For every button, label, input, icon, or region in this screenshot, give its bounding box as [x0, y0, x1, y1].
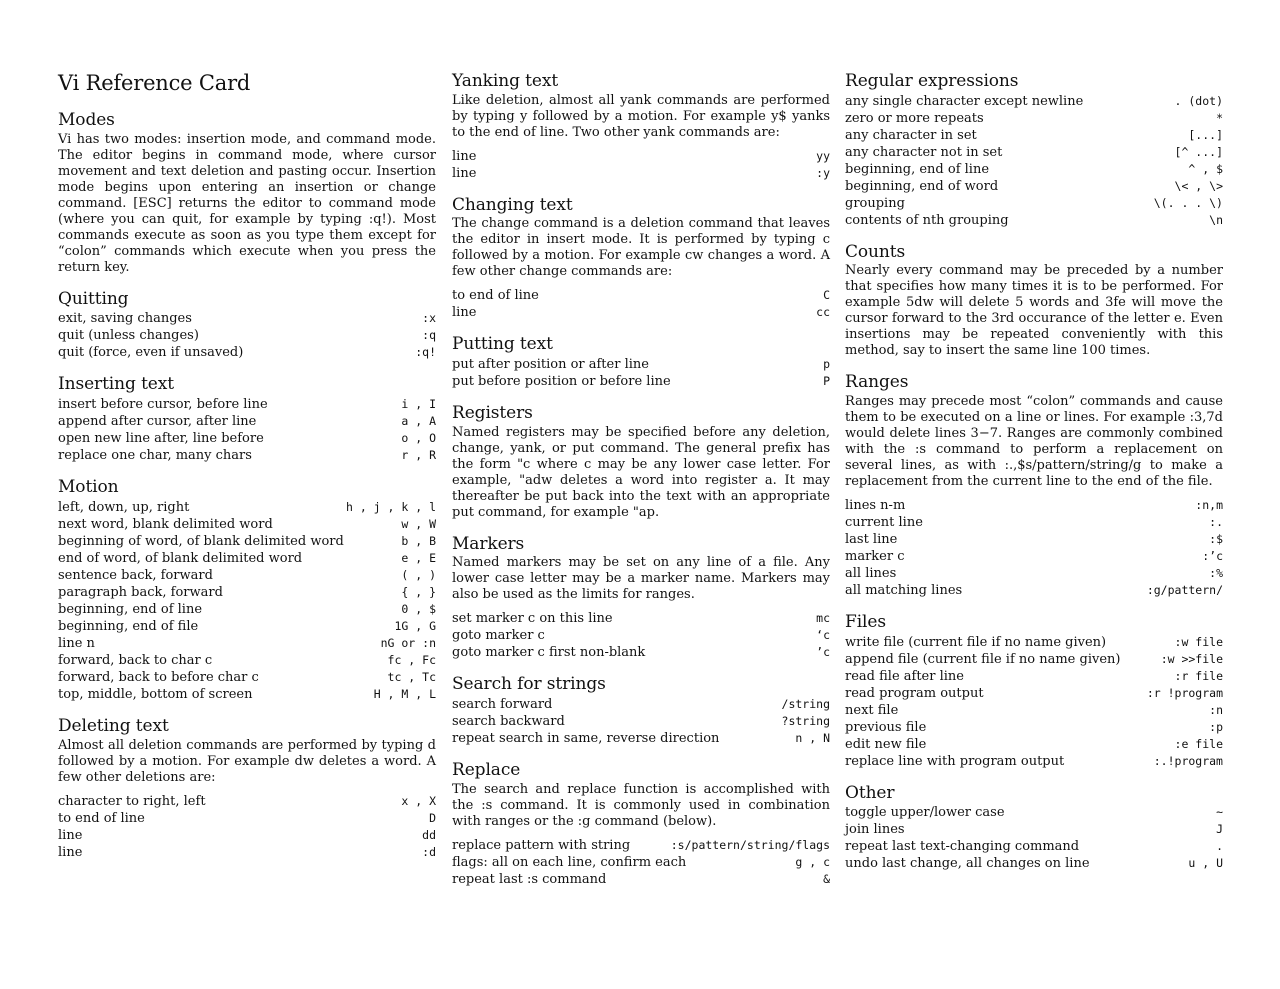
command-row: [58, 327, 436, 344]
command-description: left, down, up, right: [58, 499, 190, 515]
section-title: Ranges: [845, 372, 909, 393]
command-key: :g/pattern/: [1146, 583, 1223, 598]
command-list: [58, 499, 436, 703]
command-description: replace line with program output: [845, 753, 1065, 769]
section-inserting-text: [58, 375, 436, 464]
command-list: [845, 804, 1223, 872]
command-row: [845, 531, 1223, 548]
section-paragraph: Like deletion, almost all yank commands are performed by typing y followed by a motion. For example y$ yanks to the end of line. Two other yank commands are:: [452, 92, 830, 140]
command-row: [845, 651, 1223, 668]
command-list: [845, 497, 1223, 599]
command-row: [452, 713, 830, 730]
command-key: :q: [422, 328, 436, 343]
command-description: any single character except newline: [845, 93, 1084, 109]
command-row: [845, 855, 1223, 872]
command-description: line: [452, 305, 477, 321]
command-list: [452, 287, 830, 321]
command-key: p: [823, 357, 830, 372]
section-title: Replace: [452, 760, 521, 781]
command-row: [845, 668, 1223, 685]
command-list: [452, 610, 830, 661]
command-description: append file (current file if no name given): [845, 651, 1121, 667]
command-key: { , }: [401, 584, 436, 599]
command-description: read file after line: [845, 668, 964, 684]
command-row: [845, 548, 1223, 565]
command-key: C: [823, 288, 830, 303]
command-row: [58, 686, 436, 703]
section-title: Modes: [58, 110, 115, 131]
command-description: join lines: [845, 822, 905, 838]
command-description: repeat last text-changing command: [845, 839, 1080, 855]
command-description: flags: all on each line, confirm each: [452, 854, 687, 870]
section-paragraph: Nearly every command may be preceded by a number that specifies how many times it is to be performed. For example 5dw will delete 5 words and 3fe will move the cursor forward to the 3rd occurance of the letter e. Even insertions may be repeated conveniently with this method, say to insert the same line 100 times.: [845, 263, 1223, 359]
column-1: [58, 72, 436, 875]
command-key: :w >>file: [1160, 651, 1223, 666]
command-description: lines n-m: [845, 498, 906, 514]
section-putting-text: [452, 335, 830, 390]
command-description: any character not in set: [845, 144, 1003, 160]
command-row: [452, 148, 830, 165]
command-row: [58, 550, 436, 567]
command-row: [452, 373, 830, 390]
command-description: append after cursor, after line: [58, 414, 257, 430]
command-description: contents of nth grouping: [845, 212, 1009, 228]
command-row: [452, 356, 830, 373]
command-description: line: [58, 827, 83, 843]
command-description: paragraph back, forward: [58, 584, 223, 600]
command-row: [58, 516, 436, 533]
command-key: . (dot): [1174, 93, 1223, 108]
section-title: Changing text: [452, 194, 573, 215]
command-description: repeat last :s command: [452, 871, 607, 887]
section-registers: [452, 404, 830, 521]
command-key: :n,m: [1195, 498, 1223, 513]
command-key: *: [1216, 110, 1223, 125]
command-description: to end of line: [452, 288, 539, 304]
command-description: grouping: [845, 195, 905, 211]
column-2: [452, 72, 830, 902]
command-key: D: [429, 810, 436, 825]
command-key: :w file: [1174, 634, 1223, 649]
command-description: line n: [58, 635, 95, 651]
command-key: 1G , G: [394, 618, 436, 633]
command-row: [845, 582, 1223, 599]
command-row: [845, 804, 1223, 821]
command-row: [452, 854, 830, 871]
command-description: put after position or after line: [452, 357, 649, 373]
command-key: :%: [1209, 566, 1223, 581]
command-description: current line: [845, 515, 923, 531]
command-description: forward, back to before char c: [58, 669, 259, 685]
section-title: Registers: [452, 403, 533, 424]
command-description: replace pattern with string: [452, 837, 631, 853]
command-row: [58, 344, 436, 361]
section-yanking-text: [452, 72, 830, 182]
command-key: e , E: [401, 550, 436, 565]
command-row: [845, 144, 1223, 161]
command-key: ~: [1216, 805, 1223, 820]
command-key: ‘c: [816, 628, 830, 643]
command-row: [58, 793, 436, 810]
section-ranges: [845, 373, 1223, 599]
command-row: [58, 669, 436, 686]
command-description: goto marker c first non-blank: [452, 645, 646, 661]
command-row: [845, 736, 1223, 753]
command-key: ?string: [781, 714, 830, 729]
command-description: insert before cursor, before line: [58, 397, 268, 413]
section-title: Quitting: [58, 288, 129, 309]
section-motion: [58, 478, 436, 703]
command-key: :x: [422, 311, 436, 326]
command-list: [452, 148, 830, 182]
command-description: next word, blank delimited word: [58, 516, 273, 532]
command-row: [58, 533, 436, 550]
command-row: [845, 497, 1223, 514]
command-description: read program output: [845, 685, 984, 701]
command-row: [845, 702, 1223, 719]
section-other: [845, 784, 1223, 873]
section-title: Search for strings: [452, 674, 606, 695]
section-title: Yanking text: [452, 71, 559, 91]
command-key: /string: [781, 697, 830, 712]
command-row: [845, 93, 1223, 110]
command-key: :r file: [1174, 668, 1223, 683]
command-row: [452, 837, 830, 854]
section-changing-text: [452, 196, 830, 322]
command-key: fc , Fc: [387, 652, 436, 667]
section-title: Putting text: [452, 334, 553, 355]
section-search-for-strings: [452, 675, 830, 747]
command-description: zero or more repeats: [845, 110, 984, 126]
command-description: toggle upper/lower case: [845, 805, 1005, 821]
section-deleting-text: [58, 717, 436, 861]
section-title: Files: [845, 612, 886, 633]
section-paragraph: Almost all deletion commands are performed by typing d followed by a motion. For example dw deletes a word. A few other deletions are:: [58, 737, 436, 785]
command-key: [...]: [1188, 127, 1223, 142]
command-description: quit (unless changes): [58, 328, 199, 344]
command-key: h , j , k , l: [345, 499, 436, 514]
command-row: [58, 413, 436, 430]
command-description: beginning, end of line: [58, 601, 203, 617]
command-key: ’c: [816, 645, 830, 660]
command-row: [845, 685, 1223, 702]
command-key: cc: [816, 305, 830, 320]
section-title: Inserting text: [58, 374, 174, 395]
command-key: :n: [1209, 702, 1223, 717]
section-title: Deleting text: [58, 715, 169, 736]
command-key: :$: [1209, 532, 1223, 547]
command-key: a , A: [401, 414, 436, 429]
command-row: [58, 584, 436, 601]
command-row: [58, 430, 436, 447]
command-row: [845, 565, 1223, 582]
command-key: [^ ...]: [1174, 144, 1223, 159]
command-row: [845, 514, 1223, 531]
command-description: quit (force, even if unsaved): [58, 345, 244, 361]
command-key: yy: [816, 148, 830, 163]
command-row: [845, 838, 1223, 855]
command-row: [58, 810, 436, 827]
command-description: search backward: [452, 714, 565, 730]
section-title: Markers: [452, 533, 525, 554]
command-description: last line: [845, 532, 898, 548]
command-key: g , c: [795, 854, 830, 869]
command-row: [845, 634, 1223, 651]
command-row: [452, 696, 830, 713]
command-key: ^ , $: [1188, 161, 1223, 176]
command-key: J: [1216, 822, 1223, 837]
command-key: ( , ): [401, 567, 436, 582]
command-list: [452, 696, 830, 747]
command-key: w , W: [401, 516, 436, 531]
command-description: open new line after, line before: [58, 431, 264, 447]
section-regular-expressions: [845, 72, 1223, 229]
command-key: :q!: [415, 345, 436, 360]
command-row: [58, 447, 436, 464]
command-row: [58, 396, 436, 413]
command-list: [845, 634, 1223, 770]
command-list: [58, 310, 436, 361]
command-row: [845, 178, 1223, 195]
command-row: [58, 499, 436, 516]
command-key: n , N: [795, 731, 830, 746]
command-description: beginning, end of line: [845, 161, 990, 177]
command-key: :.: [1209, 515, 1223, 530]
command-list: [845, 93, 1223, 229]
command-description: top, middle, bottom of screen: [58, 686, 253, 702]
section-paragraph: The change command is a deletion command that leaves the editor in insert mode. It is performed by typing c followed by a motion. For example cw changes a word. A few other change commands are:: [452, 216, 830, 280]
command-row: [845, 821, 1223, 838]
command-row: [845, 127, 1223, 144]
command-description: beginning, end of file: [58, 618, 199, 634]
command-row: [58, 635, 436, 652]
command-list: [452, 837, 830, 888]
command-row: [58, 652, 436, 669]
command-list: [452, 356, 830, 390]
column-3: [845, 72, 1223, 886]
command-key: b , B: [401, 533, 436, 548]
command-key: P: [823, 374, 830, 389]
command-key: i , I: [401, 397, 436, 412]
command-key: :e file: [1174, 736, 1223, 751]
section-paragraph: The search and replace function is accomplished with the :s command. It is commonly used in combination with ranges or the :g command (below).: [452, 781, 830, 829]
command-key: nG or :n: [380, 635, 436, 650]
command-row: [58, 827, 436, 844]
command-key: :.!program: [1153, 753, 1223, 768]
command-key: dd: [422, 827, 436, 842]
command-description: undo last change, all changes on line: [845, 856, 1090, 872]
command-description: marker c: [845, 549, 905, 565]
command-key: tc , Tc: [387, 669, 436, 684]
command-key: :’c: [1202, 549, 1223, 564]
section-files: [845, 613, 1223, 770]
command-key: &: [823, 871, 830, 886]
command-key: x , X: [401, 793, 436, 808]
command-description: put before position or before line: [452, 374, 671, 390]
command-key: r , R: [401, 448, 436, 463]
command-description: line: [452, 148, 477, 164]
command-row: [452, 304, 830, 321]
command-description: all lines: [845, 566, 897, 582]
command-key: u , U: [1188, 856, 1223, 871]
command-row: [452, 165, 830, 182]
command-row: [845, 719, 1223, 736]
command-row: [845, 212, 1223, 229]
command-row: [58, 601, 436, 618]
section-modes: [58, 111, 436, 276]
command-description: any character in set: [845, 127, 977, 143]
section-counts: [845, 243, 1223, 360]
command-key: \(. . . \): [1153, 195, 1223, 210]
command-description: line: [452, 165, 477, 181]
command-description: character to right, left: [58, 793, 206, 809]
command-row: [452, 610, 830, 627]
command-description: beginning, end of word: [845, 178, 999, 194]
command-key: o , O: [401, 431, 436, 446]
command-key: H , M , L: [373, 686, 436, 701]
command-description: beginning of word, of blank delimited word: [58, 533, 344, 549]
section-markers: [452, 535, 830, 662]
command-row: [58, 618, 436, 635]
command-description: repeat search in same, reverse direction: [452, 731, 720, 747]
command-row: [58, 844, 436, 861]
command-description: replace one char, many chars: [58, 448, 252, 464]
command-row: [845, 110, 1223, 127]
command-key: .: [1216, 839, 1223, 854]
command-description: next file: [845, 702, 899, 718]
command-row: [452, 730, 830, 747]
command-list: [58, 396, 436, 464]
command-description: goto marker c: [452, 628, 545, 644]
command-row: [845, 753, 1223, 770]
section-paragraph: Vi has two modes: insertion mode, and command mode. The editor begins in command mode, where cursor movement and text deletion and pasting occur. Insertion mode begins upon entering an insertion or change command. [ESC] returns the editor to command mode (where you can quit, for example by typing :q!). Most commands execute as soon as you type them except for “colon” commands which execute when you press the return key.: [58, 131, 436, 275]
section-title: Counts: [845, 241, 906, 262]
command-row: [58, 567, 436, 584]
command-key: :d: [422, 844, 436, 859]
command-description: sentence back, forward: [58, 567, 213, 583]
section-paragraph: Named registers may be specified before any deletion, change, yank, or put command. The general prefix has the form "c where c may be any lower case letter. For example, "adw deletes a word into register a. It may thereafter be put back into the text with an appropriate put command, for example "ap.: [452, 424, 830, 520]
page-title: Vi Reference Card: [58, 71, 251, 95]
section-paragraph: Named markers may be set on any line of a file. Any lower case letter may be a marker name. Markers may also be used as the limits for ranges.: [452, 555, 830, 603]
command-row: [452, 627, 830, 644]
command-description: write file (current file if no name given): [845, 634, 1107, 650]
command-key: :s/pattern/string/flags: [670, 837, 830, 852]
command-key: \< , \>: [1174, 178, 1223, 193]
command-description: edit new file: [845, 736, 927, 752]
command-description: set marker c on this line: [452, 611, 613, 627]
section-title: Regular expressions: [845, 71, 1019, 91]
command-description: exit, saving changes: [58, 311, 192, 327]
command-row: [452, 644, 830, 661]
command-key: :p: [1209, 719, 1223, 734]
section-quitting: [58, 290, 436, 362]
command-description: line: [58, 844, 83, 860]
command-key: \n: [1209, 212, 1223, 227]
command-description: end of word, of blank delimited word: [58, 550, 303, 566]
command-description: to end of line: [58, 810, 145, 826]
section-paragraph: Ranges may precede most “colon” commands and cause them to be executed on a line or lines. For example :3,7d would delete lines 3−7. Ranges are commonly combined with the :s command to perform a replacement on several lines, as with :.,$s/pattern/string/g to make a replacement from the current line to the end of the file.: [845, 394, 1223, 490]
section-title: Motion: [58, 477, 119, 498]
section-replace: [452, 761, 830, 888]
command-row: [452, 287, 830, 304]
command-row: [845, 195, 1223, 212]
command-description: all matching lines: [845, 583, 963, 599]
command-row: [845, 161, 1223, 178]
command-row: [58, 310, 436, 327]
command-list: [58, 793, 436, 861]
section-title: Other: [845, 782, 895, 803]
command-row: [452, 871, 830, 888]
command-key: :y: [816, 165, 830, 180]
command-description: search forward: [452, 697, 553, 713]
command-key: :r !program: [1146, 685, 1223, 700]
command-key: mc: [816, 611, 830, 626]
command-key: 0 , $: [401, 601, 436, 616]
command-description: previous file: [845, 719, 927, 735]
command-description: forward, back to char c: [58, 652, 213, 668]
